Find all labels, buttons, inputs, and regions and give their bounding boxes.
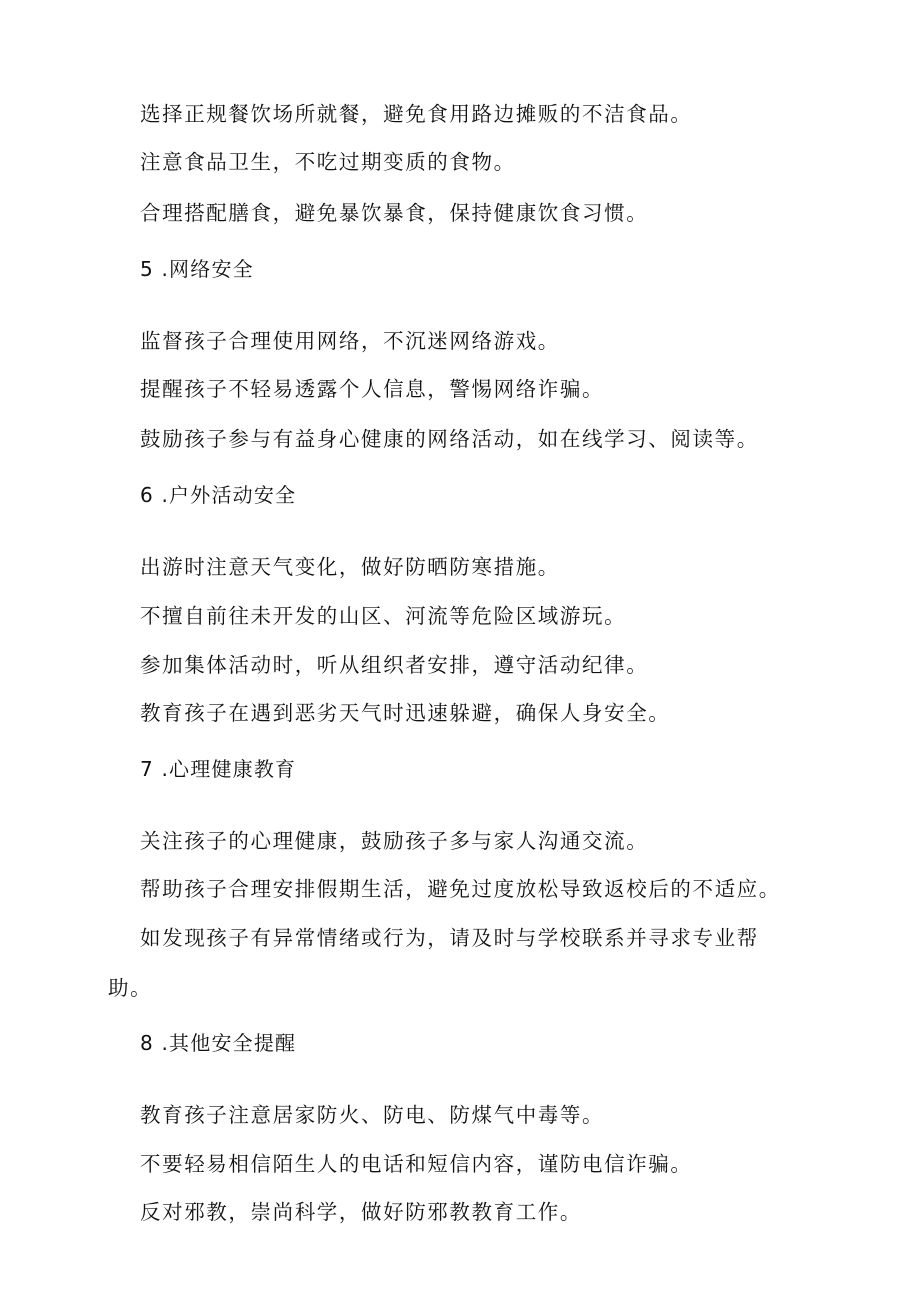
paragraph-food-hygiene: 注意食品卫生，不吃过期变质的食物。 <box>140 150 516 174</box>
paragraph-dining-venue: 选择正规餐饮场所就餐，避免食用路边摊贩的不洁食品。 <box>140 102 693 126</box>
paragraph-home-safety: 教育孩子注意居家防火、防电、防煤气中毒等。 <box>140 1103 605 1127</box>
paragraph-abnormal-behavior-wrap: 助。 <box>108 976 153 1000</box>
paragraph-bad-weather: 教育孩子在遇到恶劣天气时迅速躲避，确保人身安全。 <box>140 701 671 725</box>
paragraph-supervise-internet: 监督孩子合理使用网络，不沉迷网络游戏。 <box>140 329 560 353</box>
paragraph-healthy-online: 鼓励孩子参与有益身心健康的网络活动，如在线学习、阅读等。 <box>140 427 759 451</box>
paragraph-abnormal-behavior: 如发现孩子有异常情绪或行为，请及时与学校联系并寻求专业帮 <box>140 926 759 950</box>
paragraph-privacy-fraud: 提醒孩子不轻易透露个人信息，警惕网络诈骗。 <box>140 377 605 401</box>
heading-mental-health: 7 .心理健康教育 <box>140 757 297 781</box>
heading-other-safety: 8 .其他安全提醒 <box>140 1031 297 1055</box>
heading-internet-safety: 5 .网络安全 <box>140 257 254 281</box>
paragraph-balanced-diet: 合理搭配膳食，避免暴饮暴食，保持健康饮食习惯。 <box>140 201 649 225</box>
paragraph-holiday-plan: 帮助孩子合理安排假期生活，避免过度放松导致返校后的不适应。 <box>140 877 781 901</box>
paragraph-danger-zones: 不擅自前往未开发的山区、河流等危险区域游玩。 <box>140 604 627 628</box>
paragraph-mental-care: 关注孩子的心理健康，鼓励孩子多与家人沟通交流。 <box>140 829 649 853</box>
paragraph-telecom-fraud: 不要轻易相信陌生人的电话和短信内容，谨防电信诈骗。 <box>140 1152 693 1176</box>
paragraph-group-activities: 参加集体活动时，听从组织者安排，遵守活动纪律。 <box>140 653 649 677</box>
paragraph-weather: 出游时注意天气变化，做好防晒防寒措施。 <box>140 555 560 579</box>
paragraph-anti-cult: 反对邪教，崇尚科学，做好防邪教教育工作。 <box>140 1200 582 1224</box>
heading-outdoor-safety: 6 .户外活动安全 <box>140 483 297 507</box>
